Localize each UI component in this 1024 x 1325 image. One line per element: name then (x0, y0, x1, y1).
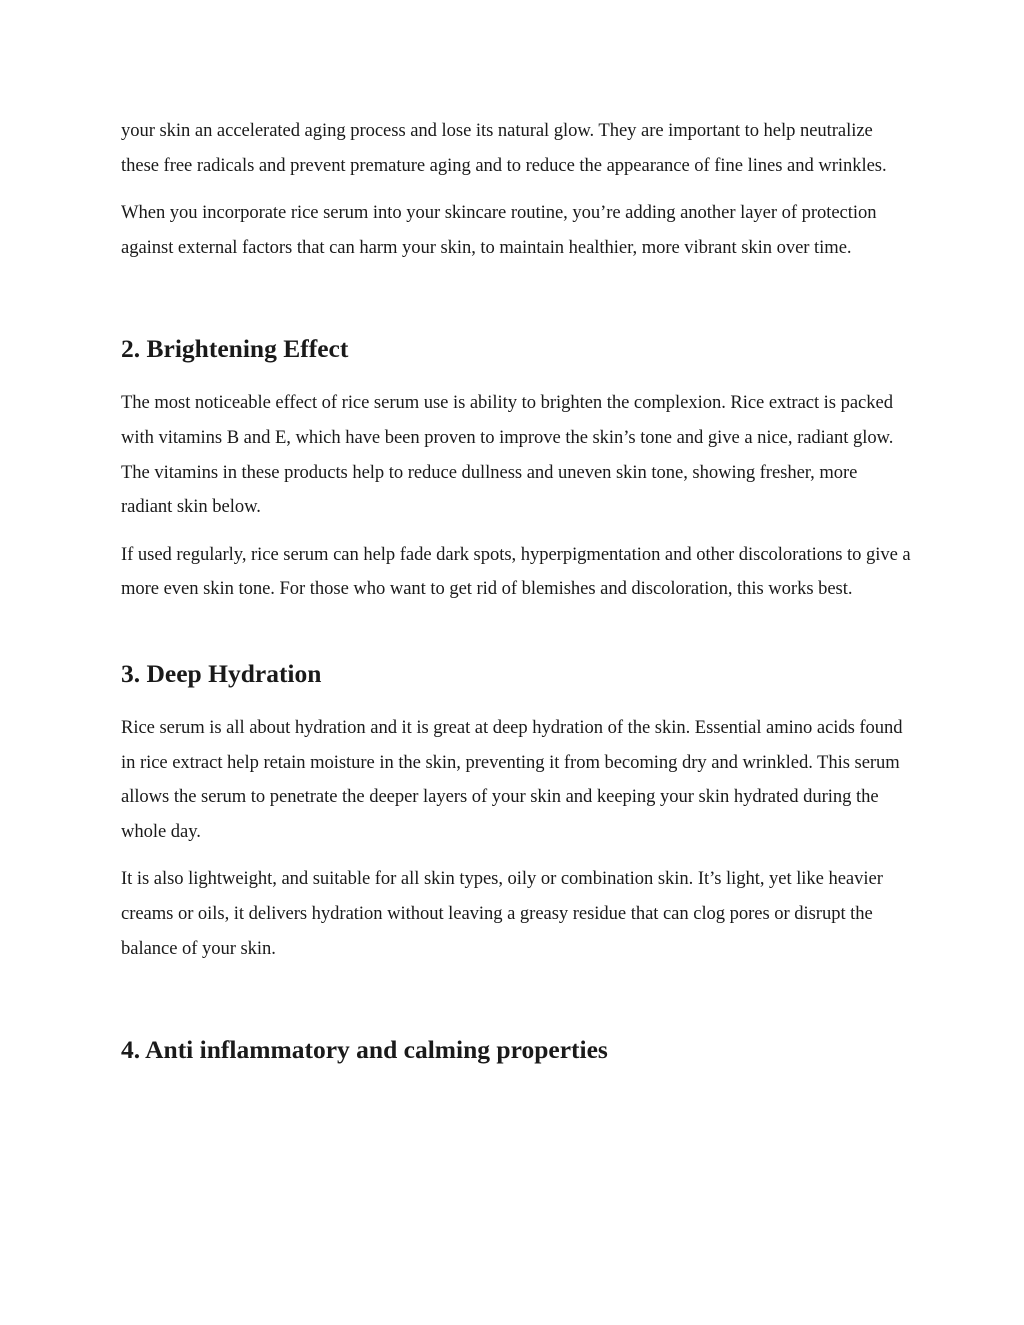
section-heading-anti-inflammatory: 4. Anti inflammatory and calming properties (121, 1035, 608, 1065)
body-paragraph: If used regularly, rice serum can help fade dark spots, hyperpigmentation and other discolorations to give a more even skin tone. For those who want to get rid of blemishes and discoloration, this works best. (121, 543, 911, 600)
section-body-brightening (121, 386, 911, 607)
intro-section (121, 114, 911, 265)
section-heading-hydration: 3. Deep Hydration (121, 658, 322, 688)
body-paragraph: It is also lightweight, and suitable for all skin types, oily or combination skin. It’s light, yet like heavier creams or oils, it delivers hydration without leaving a greasy residue that can clog pores or disrupt the balance of your skin. (121, 868, 883, 959)
body-paragraph: Rice serum is all about hydration and it is great at deep hydration of the skin. Essential amino acids found in rice extract help retain moisture in the skin, preventing it from becoming dry and wrinkled. This serum allows the serum to penetrate the deeper layers of your skin and keeping your skin hydrated during the whole day. (121, 716, 903, 842)
body-paragraph: your skin an accelerated aging process and lose its natural glow. They are important to help neutralize these free radicals and prevent premature aging and to reduce the appearance of fine lines and wrinkles. (121, 120, 887, 176)
body-paragraph: The most noticeable effect of rice serum use is ability to brighten the complexion. Rice extract is packed with vitamins B and E, which have been proven to improve the skin’s tone and give a nice, radiant glow. The vitamins in these products help to reduce dullness and uneven skin tone, showing fresher, more radiant skin below. (121, 392, 894, 518)
section-heading-brightening: 2. Brightening Effect (121, 334, 349, 364)
document-page (121, 114, 911, 1067)
body-paragraph: When you incorporate rice serum into your skincare routine, you’re adding another layer of protection against external factors that can harm your skin, to maintain healthier, more vibrant skin over time. (121, 202, 877, 258)
section-body-hydration (121, 711, 911, 966)
